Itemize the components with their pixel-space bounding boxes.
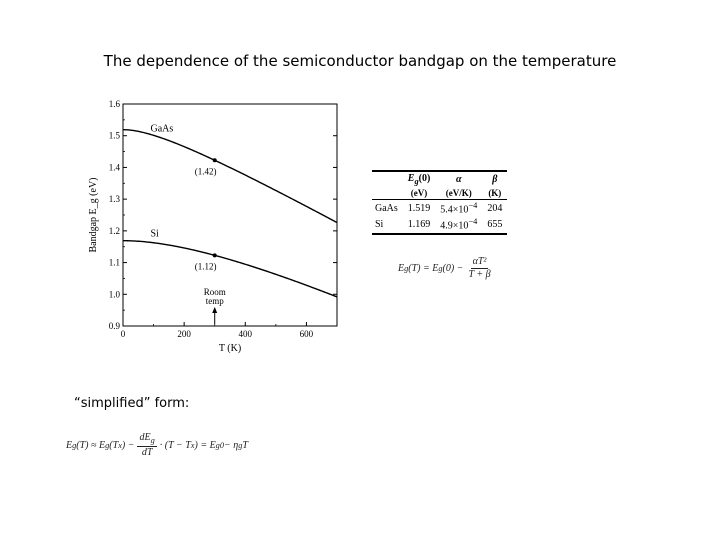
series-line-si xyxy=(123,241,337,297)
cell-alpha: $5.4\times 10^{-4}$ xyxy=(440,201,478,216)
formula-fraction: $\frac{\text{αT²}}{T + \beta}$ xyxy=(468,256,491,280)
x-tick-label: 400 xyxy=(238,329,253,339)
y-axis-label: Bandgap E_g (eV) xyxy=(88,177,99,253)
room-temp-value-label: (1.12) xyxy=(194,261,217,272)
table-row-si xyxy=(372,216,507,233)
simplified-label: “simplified” form: xyxy=(74,396,190,411)
room-temp-point xyxy=(213,253,217,257)
cell-beta: 204 xyxy=(487,202,503,214)
y-tick-label: 1.0 xyxy=(108,289,120,300)
x-tick-label: 200 xyxy=(177,329,191,339)
x-axis-label: T (K) xyxy=(218,343,242,354)
table-corner xyxy=(372,171,403,187)
annotation-room: Room xyxy=(203,287,226,297)
y-tick-label: 1.2 xyxy=(108,225,120,236)
y-tick-label: 0.9 xyxy=(108,321,120,331)
header-beta: β xyxy=(482,171,507,187)
unit-beta: (K) xyxy=(482,187,507,200)
unit-alpha: (eV/K) xyxy=(435,187,482,200)
series-name-label: Si xyxy=(150,228,159,240)
room-temp-point xyxy=(213,158,217,162)
series-name-label: GaAs xyxy=(150,123,174,135)
slide-title: The dependence of the semiconductor bandgap on the temperature xyxy=(103,52,617,70)
annotation-temp: temp xyxy=(205,296,224,306)
annotation-arrow-head xyxy=(212,307,217,313)
y-tick-label: 1.4 xyxy=(108,162,120,173)
cell-eg0: 1.169 xyxy=(403,216,436,233)
bandgap-chart xyxy=(78,92,348,362)
chart-axes xyxy=(88,99,337,354)
header-eg0: $E_g(0)$ xyxy=(403,171,436,187)
y-tick-label: 1.5 xyxy=(108,130,120,141)
cell-alpha: $4.9\times 10^{-4}$ xyxy=(435,216,482,233)
varshni-formula: E g (T) = E g (0) − $\frac{\text{αT²}}{T + \beta}$ xyxy=(398,256,491,280)
y-tick-label: 1.6 xyxy=(108,99,120,109)
chart-series xyxy=(123,130,337,297)
row-label: Si xyxy=(372,216,403,233)
cell-beta: 655 xyxy=(482,216,507,233)
room-temp-value-label: (1.42) xyxy=(194,166,217,177)
header-alpha: α xyxy=(435,171,482,187)
row-label: GaAs xyxy=(375,202,398,214)
derivative-fraction: $\frac{dE_g}{dT}$ xyxy=(139,432,155,458)
plot-frame xyxy=(123,104,337,326)
parameter-table xyxy=(372,170,507,235)
table-row-gaas xyxy=(372,200,507,217)
series-line-gaas xyxy=(123,130,337,223)
chart-labels xyxy=(151,123,226,324)
unit-eg0: (eV) xyxy=(403,187,436,200)
y-tick-label: 1.3 xyxy=(108,194,120,205)
cell-eg0: 1.519 xyxy=(407,202,431,214)
y-tick-label: 1.1 xyxy=(108,257,120,268)
x-tick-label: 0 xyxy=(120,329,126,339)
simplified-formula: E g (T) ≈ E g (T x ) − $\frac{dE_g}{dT}$ · (T − T x ) = E g0 − η g T xyxy=(66,432,248,458)
x-tick-label: 600 xyxy=(299,329,314,339)
